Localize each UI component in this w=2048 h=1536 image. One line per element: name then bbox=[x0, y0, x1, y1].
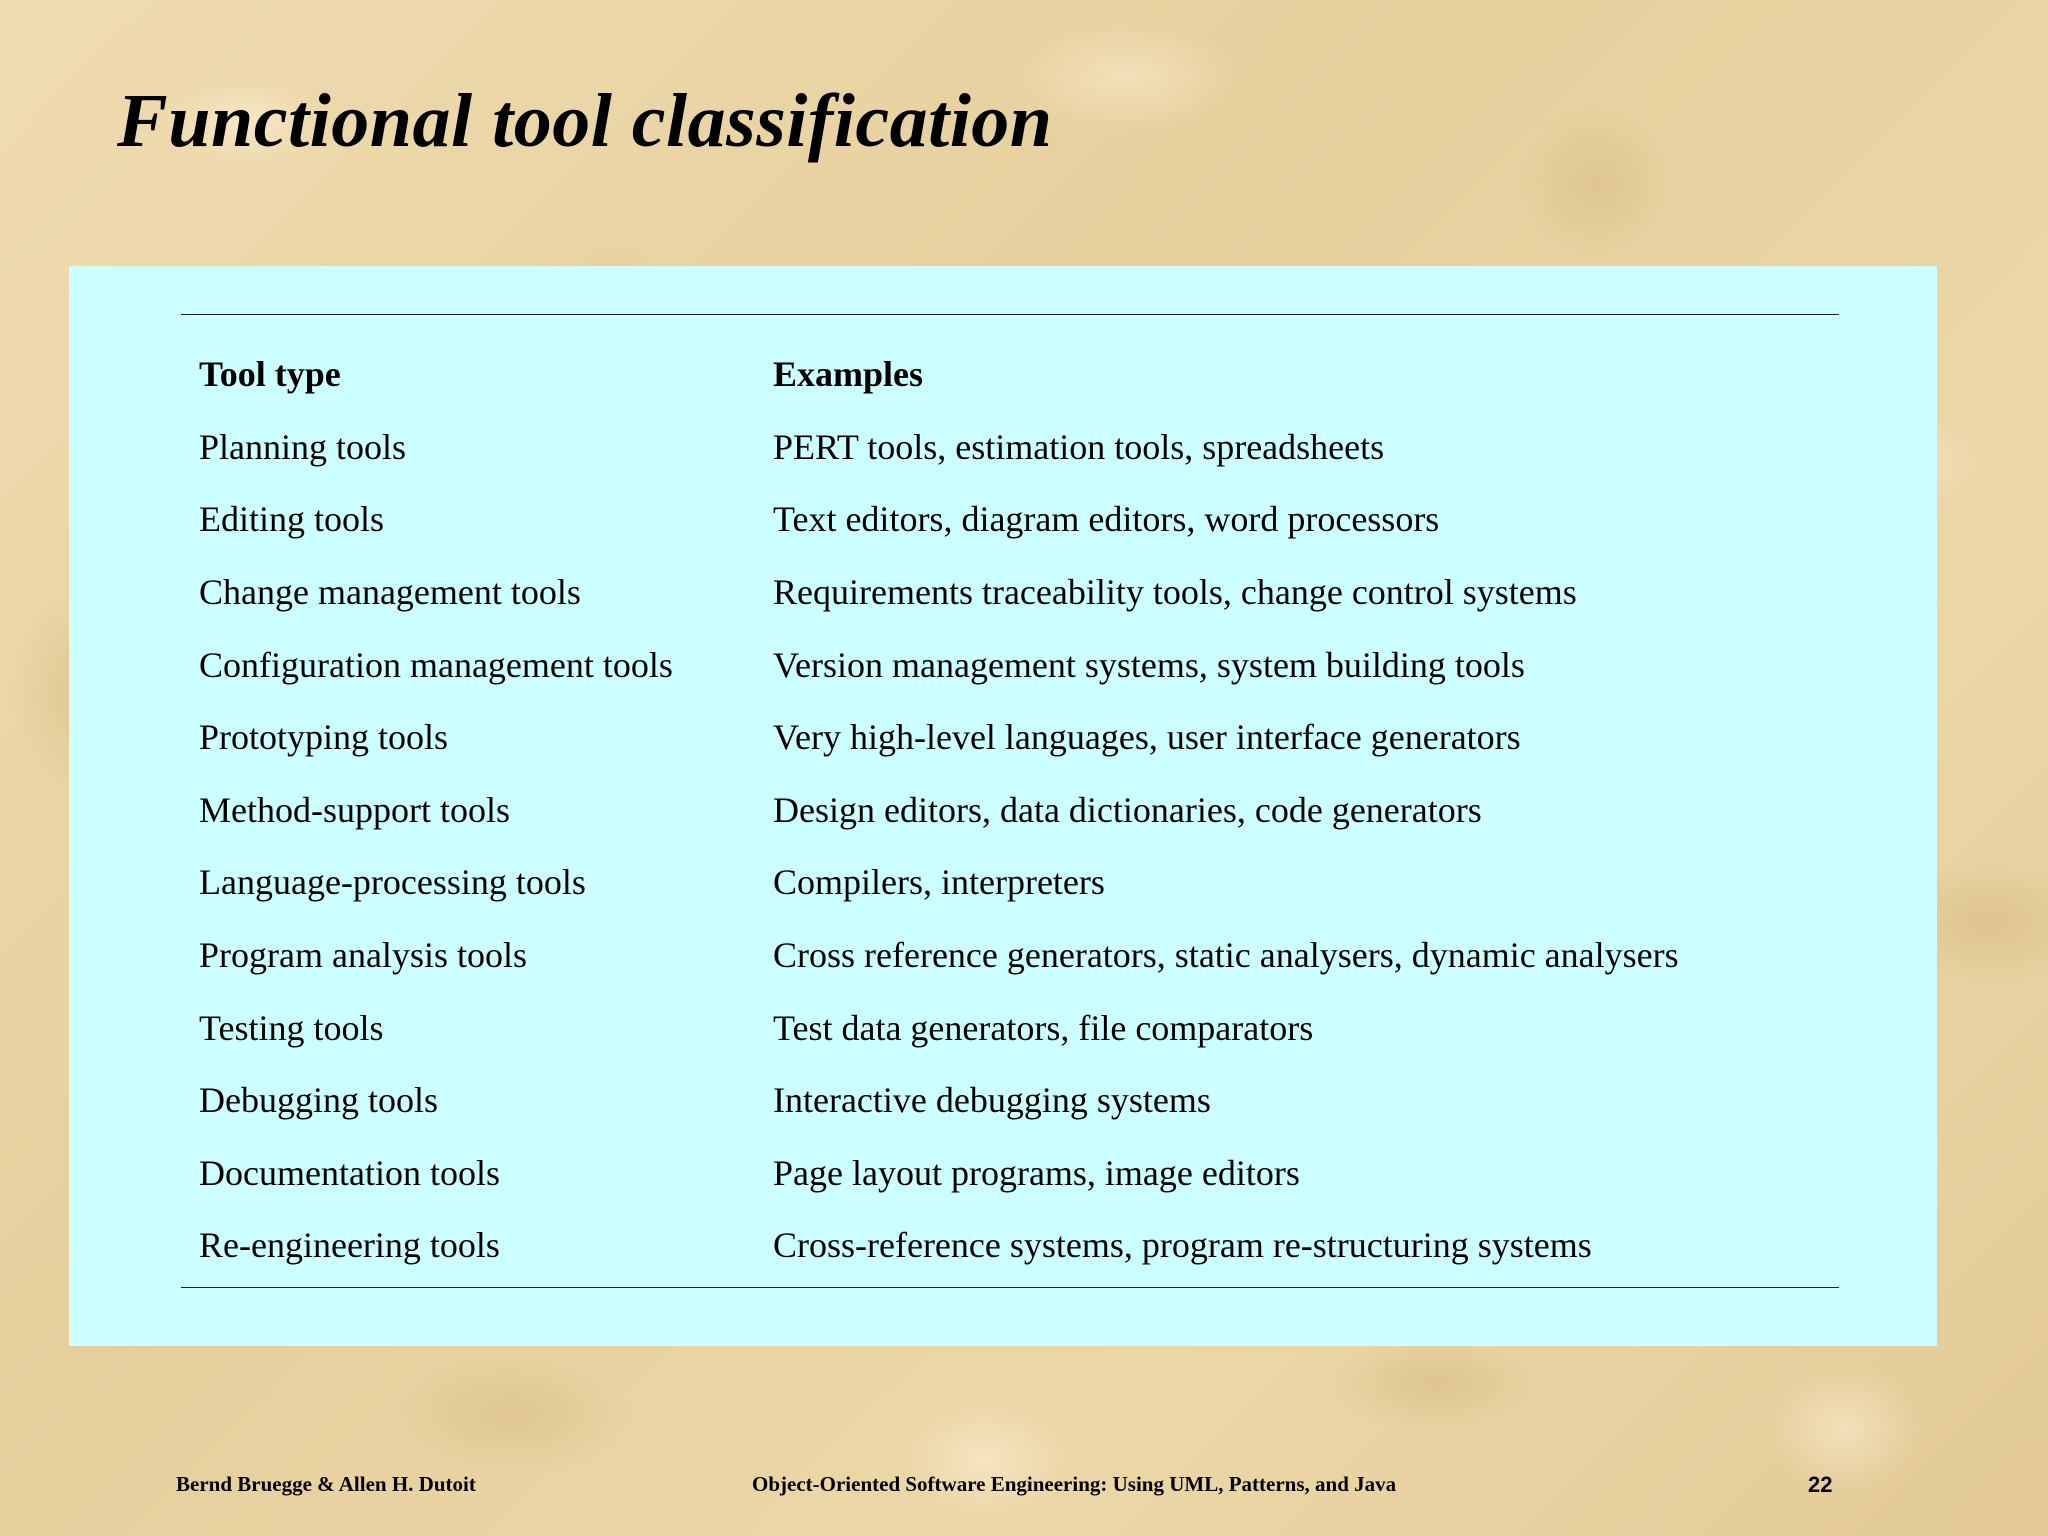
tool-type-cell: Editing tools bbox=[199, 499, 385, 540]
footer-authors: Bernd Bruegge & Allen H. Dutoit bbox=[176, 1472, 476, 1496]
table-row bbox=[199, 919, 1679, 992]
examples-cell: Cross reference generators, static analysers, dynamic analysers bbox=[773, 935, 1679, 976]
tool-type-cell: Re-engineering tools bbox=[199, 1225, 500, 1266]
header-examples: Examples bbox=[773, 354, 924, 395]
tool-type-cell: Change management tools bbox=[199, 572, 581, 613]
table-top-rule bbox=[181, 314, 1839, 315]
tool-type-cell: Testing tools bbox=[199, 1007, 384, 1048]
table-row bbox=[199, 556, 1679, 629]
examples-cell: Version management systems, system building tools bbox=[773, 644, 1525, 685]
examples-cell: Very high-level languages, user interface generators bbox=[773, 717, 1521, 758]
table-panel bbox=[69, 266, 1937, 1346]
header-tool-type: Tool type bbox=[199, 354, 341, 395]
examples-cell: Cross-reference systems, program re-structuring systems bbox=[773, 1225, 1592, 1266]
tool-type-cell: Program analysis tools bbox=[199, 935, 527, 976]
table-row bbox=[199, 846, 1679, 919]
tool-classification-table bbox=[199, 338, 1679, 1282]
tool-type-cell: Planning tools bbox=[199, 426, 407, 467]
table-row bbox=[199, 991, 1679, 1064]
tool-type-cell: Method-support tools bbox=[199, 789, 510, 830]
table-row bbox=[199, 628, 1679, 701]
examples-cell: Interactive debugging systems bbox=[773, 1080, 1211, 1121]
examples-cell: Compilers, interpreters bbox=[773, 862, 1105, 903]
tool-type-cell: Documentation tools bbox=[199, 1152, 500, 1193]
table-header-row bbox=[199, 338, 1679, 411]
examples-cell: Test data generators, file comparators bbox=[773, 1007, 1314, 1048]
footer-book-title: Object-Oriented Software Engineering: Using UML, Patterns, and Java bbox=[752, 1472, 1397, 1496]
table-row bbox=[199, 1209, 1679, 1282]
table-row bbox=[199, 701, 1679, 774]
table-row bbox=[199, 411, 1679, 484]
slide-title: Functional tool classification bbox=[117, 79, 1053, 163]
examples-cell: PERT tools, estimation tools, spreadsheets bbox=[773, 426, 1385, 467]
examples-cell: Design editors, data dictionaries, code generators bbox=[773, 789, 1482, 830]
tool-type-cell: Language-processing tools bbox=[199, 862, 586, 903]
table-row bbox=[199, 1137, 1679, 1210]
table-row bbox=[199, 1064, 1679, 1137]
examples-cell: Page layout programs, image editors bbox=[773, 1152, 1300, 1193]
table-bottom-rule bbox=[181, 1287, 1839, 1288]
tool-type-cell: Debugging tools bbox=[199, 1080, 438, 1121]
table-row bbox=[199, 774, 1679, 847]
slide-page-number: 22 bbox=[1808, 1472, 1833, 1497]
examples-cell: Requirements traceability tools, change control systems bbox=[773, 572, 1577, 613]
tool-type-cell: Configuration management tools bbox=[199, 644, 673, 685]
examples-cell: Text editors, diagram editors, word processors bbox=[773, 499, 1440, 540]
tool-type-cell: Prototyping tools bbox=[199, 717, 449, 758]
table-row bbox=[199, 483, 1679, 556]
